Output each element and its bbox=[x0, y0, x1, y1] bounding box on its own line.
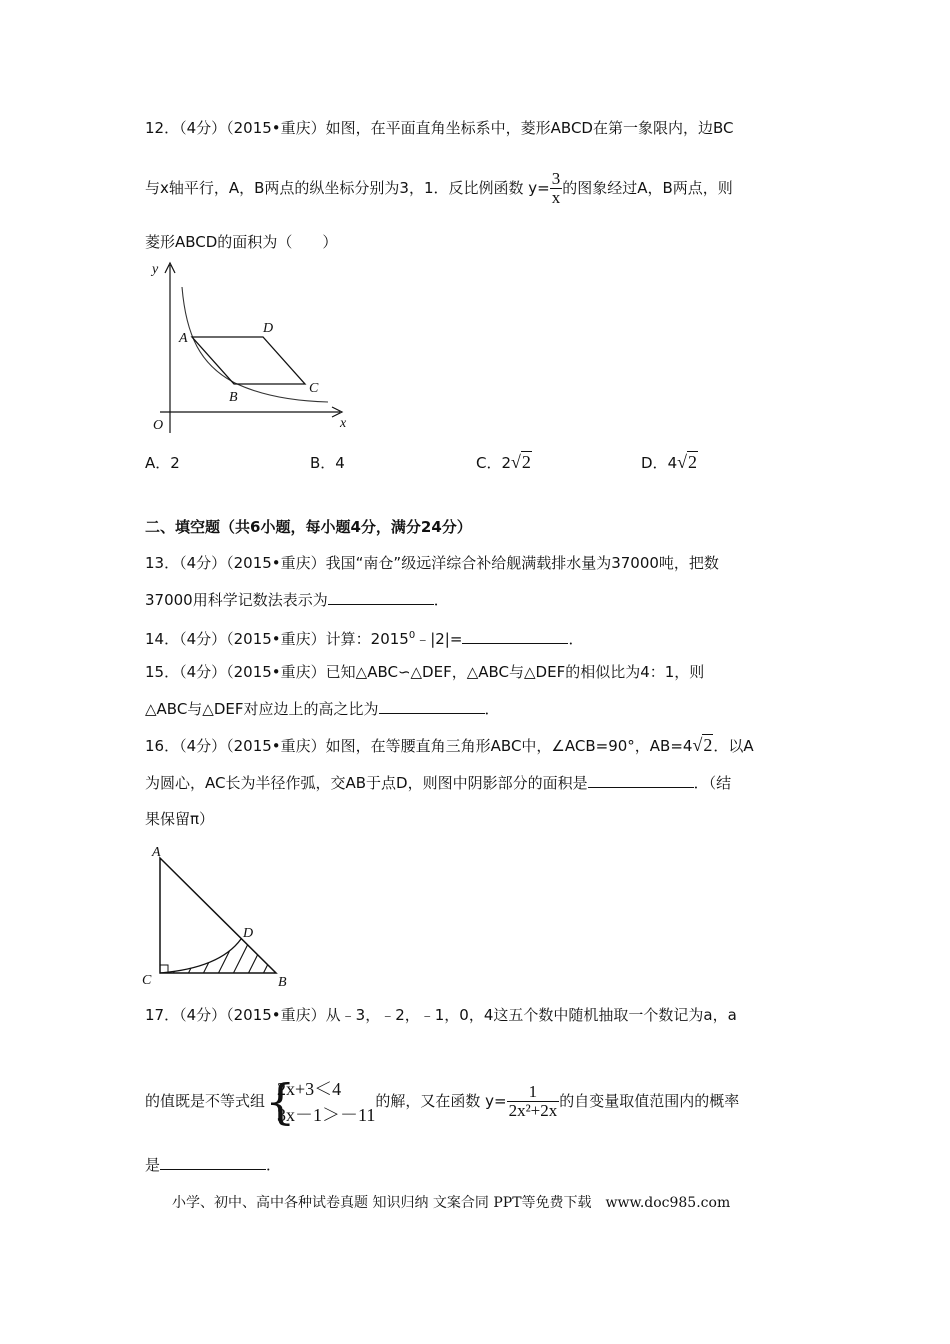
q13-line2 bbox=[145, 590, 449, 610]
q14-pre: 14．（4分）（2015•重庆）计算：2015 bbox=[145, 630, 409, 648]
q16-radicand: 2 bbox=[703, 735, 713, 755]
q12-line3: 菱形ABCD的面积为（ ） bbox=[145, 233, 338, 251]
q15-answer-blank bbox=[379, 699, 485, 714]
q16-fig-label-d: D bbox=[243, 926, 254, 941]
q13-line2-text: 37000用科学记数法表示为 bbox=[145, 591, 328, 609]
q17-pre: 的值既是不等式组 bbox=[145, 1092, 266, 1110]
q17-inequality-1: 2x+3＜4 bbox=[277, 1078, 342, 1099]
q12-fig-label-y: y bbox=[152, 262, 159, 277]
q12-fig-label-c: C bbox=[309, 381, 319, 396]
q16-answer-blank bbox=[588, 773, 694, 788]
q13-answer-blank bbox=[328, 590, 434, 605]
q17-fraction bbox=[507, 1083, 560, 1120]
q16-fig-label-c: C bbox=[142, 973, 152, 988]
q16-line1-post: ．以A bbox=[713, 737, 754, 755]
q12-fig-label-x: x bbox=[340, 416, 347, 431]
q15-line2-text: △ABC与△DEF对应边上的高之比为 bbox=[145, 700, 379, 718]
q12-fig-label-a: A bbox=[179, 331, 188, 346]
option-c-label: C． bbox=[476, 454, 502, 472]
q12-line1: 12．（4分）（2015•重庆）如图，在平面直角坐标系中，菱形ABCD在第一象限内，边BC bbox=[145, 119, 734, 137]
option-c-sqrt: √2 bbox=[511, 452, 531, 472]
option-d-sqrt: √2 bbox=[677, 452, 697, 472]
option-b-value: 4 bbox=[335, 454, 345, 472]
option-b-label: B． bbox=[310, 454, 336, 472]
option-d-label: D． bbox=[641, 454, 668, 472]
q15-end: ． bbox=[484, 700, 500, 718]
q12-frac-den: x bbox=[551, 188, 561, 207]
q12-fig-label-b: B bbox=[229, 390, 238, 405]
q13-line1: 13．（4分）（2015•重庆）我国“南仓”级远洋综合补给舰满载排水量为37000吨，把数 bbox=[145, 554, 719, 572]
q15-line1: 15．（4分）（2015•重庆）已知△ABC∽△DEF，△ABC与△DEF的相似比为4：1，则 bbox=[145, 663, 705, 681]
q16-line2-pre: 为圆心，AC长为半径作弧，交AB于点D，则图中阴影部分的面积是 bbox=[145, 774, 588, 792]
q17-inequality-2: 3x－1＞－11 bbox=[277, 1104, 376, 1125]
q14-line bbox=[145, 626, 583, 649]
q17-line3 bbox=[145, 1155, 281, 1175]
option-a-label: A． bbox=[145, 454, 171, 472]
q16-fig-label-b: B bbox=[278, 975, 287, 990]
q17-mid: 的解，又在函数 y= bbox=[375, 1092, 507, 1110]
option-c-coef: 2 bbox=[501, 454, 512, 472]
q16-figure bbox=[140, 840, 300, 995]
q12-option-a bbox=[145, 452, 180, 473]
q12-option-c bbox=[476, 452, 532, 473]
q17-line2 bbox=[145, 1073, 739, 1129]
option-d-radicand: 2 bbox=[688, 452, 697, 472]
q12-option-d bbox=[641, 452, 698, 473]
page-footer: 小学、初中、高中各种试卷真题 知识归纳 文案合同 PPT等免费下载 www.doc985.com bbox=[172, 1195, 731, 1211]
option-d-coef: 4 bbox=[667, 454, 678, 472]
q16-line3: 果保留π） bbox=[145, 810, 215, 828]
q14-answer-blank bbox=[462, 629, 568, 644]
q12-figure bbox=[140, 255, 360, 440]
q16-line2-post: ．（结 bbox=[693, 774, 732, 792]
q14-exponent: 0 bbox=[408, 630, 416, 641]
q17-line3-text: 是 bbox=[145, 1156, 161, 1174]
q13-end: ． bbox=[433, 591, 449, 609]
q16-sqrt: √2 bbox=[692, 735, 713, 755]
q12-frac-num: 3 bbox=[551, 169, 561, 188]
option-c-radicand: 2 bbox=[521, 452, 531, 472]
q14-end: ． bbox=[568, 630, 584, 648]
q17-answer-blank bbox=[160, 1155, 266, 1170]
q12-fig-label-d: D bbox=[263, 321, 274, 336]
q12-fig-label-o: O bbox=[153, 418, 164, 433]
brace-icon: { bbox=[265, 1073, 296, 1130]
q15-line2 bbox=[145, 699, 500, 719]
q17-end: ． bbox=[266, 1156, 282, 1174]
option-a-value: 2 bbox=[170, 454, 180, 472]
q17-inequality-system bbox=[265, 1073, 376, 1130]
q16-line2 bbox=[145, 773, 731, 793]
q12-line2-pre: 与x轴平行，A，B两点的纵坐标分别为3，1．反比例函数 y= bbox=[145, 179, 550, 197]
q14-post: ﹣|2|= bbox=[415, 630, 463, 648]
q16-line1-pre: 16．（4分）（2015•重庆）如图，在等腰直角三角形ABC中，∠ACB=90°，AB=4 bbox=[145, 737, 693, 755]
q12-line2-post: 的图象经过A，B两点，则 bbox=[562, 179, 733, 197]
q17-frac-den: 2x²+2x bbox=[508, 1101, 558, 1120]
section-title: 二、填空题（共6小题，每小题4分，满分24分） bbox=[145, 518, 472, 536]
q16-line1 bbox=[145, 735, 754, 756]
q17-post: 的自变量取值范围内的概率 bbox=[559, 1092, 740, 1110]
q17-frac-num: 1 bbox=[507, 1083, 560, 1102]
q12-line2 bbox=[145, 170, 733, 207]
q12-option-b bbox=[310, 452, 345, 473]
q17-line1: 17．（4分）（2015•重庆）从﹣3，﹣2，﹣1，0，4这五个数中随机抽取一个数记为a，a bbox=[145, 1006, 737, 1024]
q12-fraction bbox=[550, 170, 563, 207]
q16-fig-label-a: A bbox=[152, 845, 161, 860]
